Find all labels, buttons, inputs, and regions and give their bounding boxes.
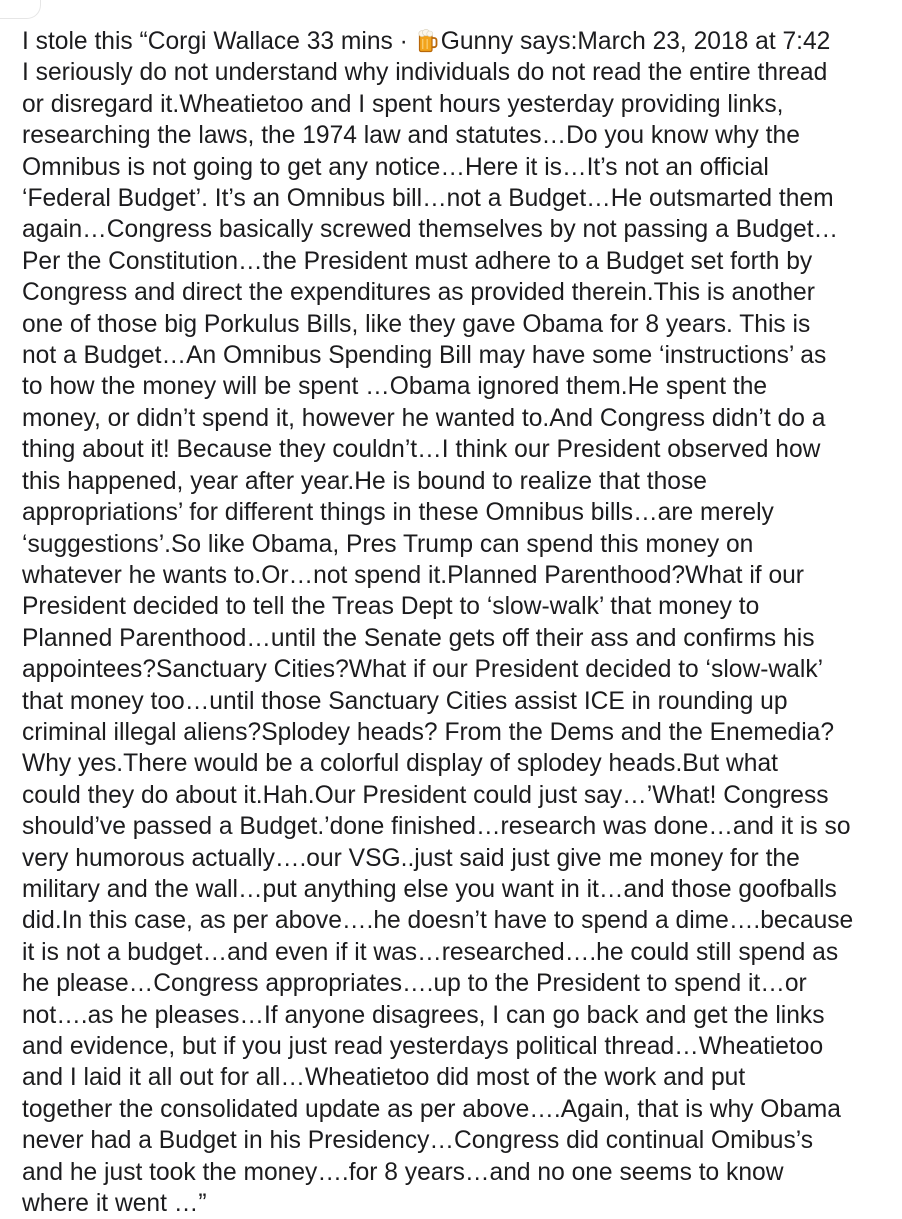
post-line: very humorous actually….our VSG..just said just give me money for the — [22, 844, 800, 872]
post-line: criminal illegal aliens?Splodey heads? From the Dems and the Enemedia? — [22, 718, 835, 746]
post-line: again…Congress basically screwed themselves by not passing a Budget… — [22, 216, 839, 244]
post-line: where it went …” — [22, 1190, 207, 1218]
post-line: ‘suggestions’.So like Obama, Pres Trump can spend this money on — [22, 530, 754, 558]
post-line: military and the wall…put anything else you want in it…and those goofballs — [22, 875, 837, 903]
post-line: never had a Budget in his Presidency…Congress did continual Omibus’s — [22, 1127, 814, 1155]
post-line: to how the money will be spent …Obama ignored them.He spent the — [22, 373, 768, 401]
post-line: that money too…until those Sanctuary Cities assist ICE in rounding up — [22, 687, 788, 715]
post-line: he please…Congress appropriates….up to the President to spend it…or — [22, 970, 807, 998]
post-line: Planned Parenthood…until the Senate gets off their ass and confirms his — [22, 624, 815, 652]
post-line: researching the laws, the 1974 law and statutes…Do you know why the — [22, 122, 800, 150]
post-line: not a Budget…An Omnibus Spending Bill may have some ‘instructions’ as — [22, 342, 827, 370]
post-line: this happened, year after year.He is bound to realize that those — [22, 467, 707, 495]
post-line: should’ve passed a Budget.’done finished…research was done…and it is so — [22, 813, 851, 841]
post-line: could they do about it.Hah.Our President could just say…’What! Congress — [22, 781, 829, 809]
post-author-date: Gunny says:March 23, 2018 at 7:42 — [440, 28, 831, 55]
post-line: appropriations’ for different things in these Omnibus bills…are merely — [22, 499, 774, 527]
post-body — [22, 57, 894, 1219]
post-line: whatever he wants to.Or…not spend it.Planned Parenthood?What if our — [22, 561, 804, 589]
post-line: Congress and direct the expenditures as provided therein.This is another — [22, 279, 815, 307]
post-line: appointees?Sanctuary Cities?What if our President decided to ‘slow-walk’ — [22, 656, 824, 684]
post-line: or disregard it.Wheatietoo and I spent hours yesterday providing links, — [22, 90, 784, 118]
post-line: President decided to tell the Treas Dept to ‘slow-walk’ that money to — [22, 593, 760, 621]
post-line: ‘Federal Budget’. It’s an Omnibus bill…not a Budget…He outsmarted them — [22, 185, 834, 213]
post-line: and I laid it all out for all…Wheatietoo did most of the work and put — [22, 1064, 746, 1092]
post-line: not….as he pleases…If anyone disagrees, I can go back and get the links — [22, 1001, 825, 1029]
beer-mug-icon — [418, 29, 438, 53]
post-text — [22, 26, 894, 1219]
post-line: together the consolidated update as per above….Again, that is why Obama — [22, 1095, 841, 1123]
post-line: and he just took the money….for 8 years…and no one seems to know — [22, 1158, 784, 1186]
post-line: and evidence, but if you just read yesterdays political thread…Wheatietoo — [22, 1033, 824, 1060]
previous-item-corner — [0, 0, 41, 19]
post-header-line — [22, 26, 894, 57]
post-line: Why yes.There would be a colorful display of splodey heads.But what — [22, 750, 778, 778]
post-line: did.In this case, as per above….he doesn’t have to spend a dime….because — [22, 907, 854, 935]
post-intro: I stole this “Corgi Wallace 33 mins · — [22, 28, 415, 55]
post-line: Per the Constitution…the President must adhere to a Budget set forth by — [22, 247, 813, 275]
post-line: one of those big Porkulus Bills, like they gave Obama for 8 years. This is — [22, 310, 811, 338]
post-line: Omnibus is not going to get any notice…Here it is…It’s not an official — [22, 153, 769, 181]
post-line: I seriously do not understand why individuals do not read the entire thread — [22, 59, 828, 87]
post-line: money, or didn’t spend it, however he wanted to.And Congress didn’t do a — [22, 404, 826, 432]
post-line: thing about it! Because they couldn’t…I think our President observed how — [22, 436, 821, 464]
post-line: it is not a budget…and even if it was…researched….he could still spend as — [22, 938, 839, 966]
